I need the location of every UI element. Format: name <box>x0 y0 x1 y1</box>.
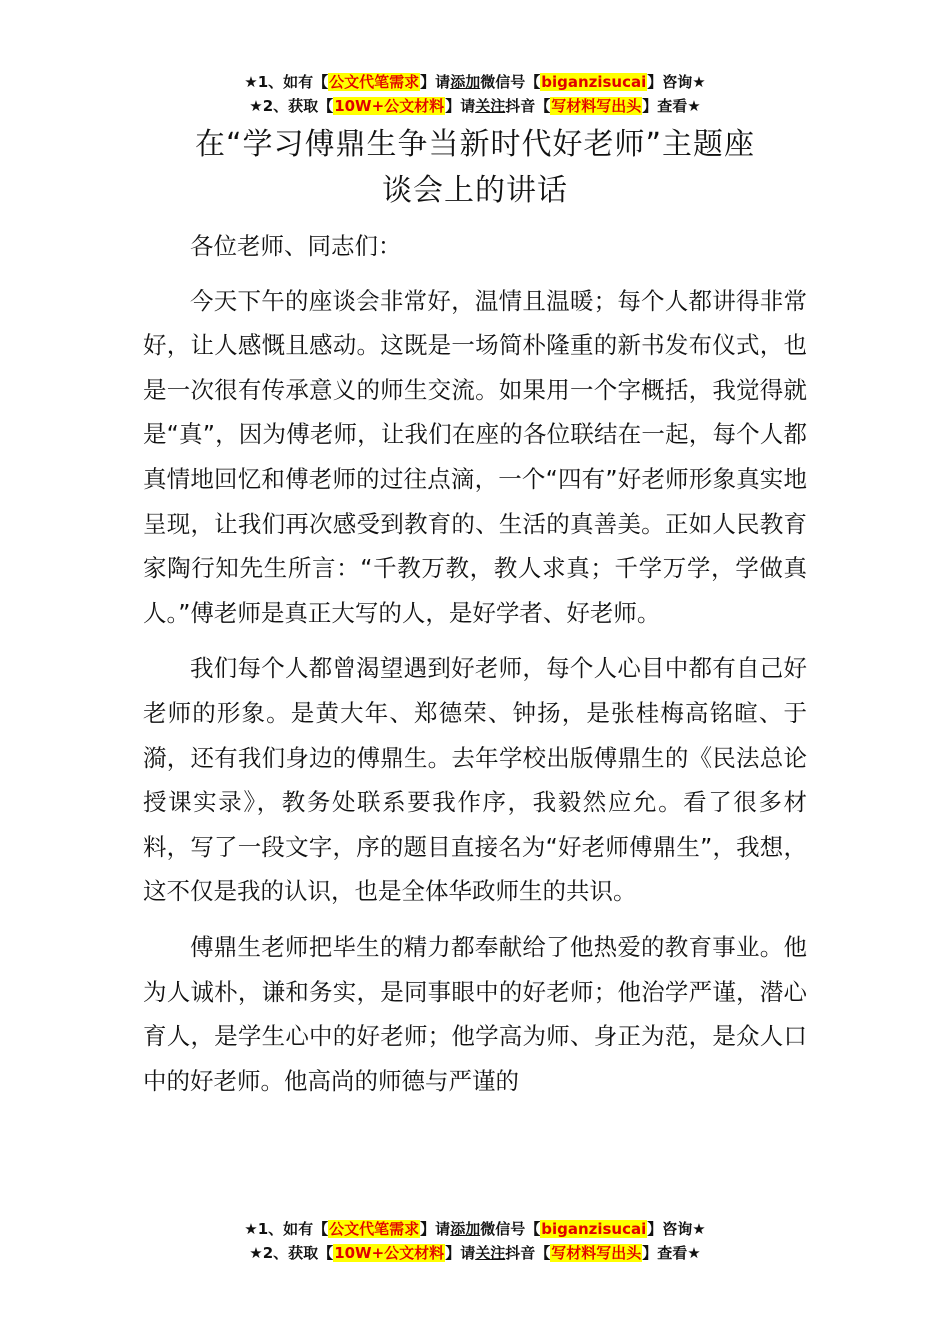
salutation: 各位老师、同志们： <box>190 232 402 260</box>
banner-highlight-materials: 10W+公文材料 <box>334 1244 445 1262</box>
banner-line-1 <box>0 1217 950 1241</box>
banner-text: 抖音【 <box>505 97 551 115</box>
banner-text: 】咨询★ <box>647 73 706 91</box>
banner-text: 】查看★ <box>642 97 701 115</box>
banner-text: 】请 <box>420 73 451 91</box>
banner-highlight-service: 公文代笔需求 <box>329 1220 420 1238</box>
footer-banner <box>0 1217 950 1265</box>
banner-line-2 <box>0 1241 950 1265</box>
banner-text: ★2、获取【 <box>249 97 334 115</box>
header-banner <box>0 70 950 118</box>
banner-text: 】请 <box>420 1220 451 1238</box>
banner-highlight-service: 公文代笔需求 <box>329 73 420 91</box>
banner-text: 抖音【 <box>505 1244 551 1262</box>
banner-highlight-wechat-id: biganzisucai <box>541 73 647 91</box>
banner-text: 微信号【 <box>480 73 541 91</box>
banner-text: ★2、获取【 <box>249 1244 334 1262</box>
document-body <box>143 224 807 1114</box>
title-line-1: 在“学习傅鼎生争当新时代好老师”主题座 <box>194 127 756 162</box>
banner-underlined-text: 关注 <box>475 1244 506 1262</box>
banner-underlined-text: 添加 <box>450 1220 481 1238</box>
banner-underlined-text: 关注 <box>475 97 506 115</box>
paragraph-2: 我们每个人都曾渴望遇到好老师，每个人心目中都有自己好老师的形象。是黄大年、郑德荣、钟扬，是张桂梅高铭暄、于漪，还有我们身边的傅鼎生。去年学校出版傅鼎生的《民法总论授课实录》，教务处联系要我作序，我毅然应允。看了很多材料，写了一段文字，序的题目直接名为“好老师傅鼎生”，我想，这不仅是我的认识，也是全体华政师生的共识。 <box>143 654 807 906</box>
banner-text: 】请 <box>445 97 476 115</box>
banner-text: 】咨询★ <box>647 1220 706 1238</box>
banner-highlight-wechat-id: biganzisucai <box>541 1220 647 1238</box>
banner-text: 】查看★ <box>642 1244 701 1262</box>
banner-text: 】请 <box>445 1244 476 1262</box>
paragraph-1: 今天下午的座谈会非常好，温情且温暖；每个人都讲得非常好，让人感慨且感动。这既是一场简朴隆重的新书发布仪式，也是一次很有传承意义的师生交流。如果用一个字概括，我觉得就是“真”，因为傅老师，让我们在座的各位联结在一起，每个人都真情地回忆和傅老师的过往点滴，一个“四有”好老师形象真实地呈现，让我们再次感受到教育的、生活的真善美。正如人民教育家陶行知先生所言：“千教万教，教人求真；千学万学，学做真人。”傅老师是真正大写的人，是好学者、好老师。 <box>143 286 807 627</box>
banner-highlight-douyin-account: 写材料写出头 <box>551 1244 642 1262</box>
banner-text: ★1、如有【 <box>244 1220 329 1238</box>
banner-text: ★1、如有【 <box>244 73 329 91</box>
banner-underlined-text: 添加 <box>450 73 481 91</box>
banner-line-1 <box>0 70 950 94</box>
title-line-2: 谈会上的讲话 <box>382 173 568 208</box>
banner-highlight-materials: 10W+公文材料 <box>334 97 445 115</box>
paragraph-3: 傅鼎生老师把毕生的精力都奉献给了他热爱的教育事业。他为人诚朴，谦和务实，是同事眼中的好老师；他治学严谨，潜心育人，是学生心中的好老师；他学高为师、身正为范，是众人口中的好老师。他高尚的师德与严谨的 <box>143 932 807 1095</box>
document-title <box>140 122 810 214</box>
banner-highlight-douyin-account: 写材料写出头 <box>551 97 642 115</box>
banner-text: 微信号【 <box>480 1220 541 1238</box>
banner-line-2 <box>0 94 950 118</box>
